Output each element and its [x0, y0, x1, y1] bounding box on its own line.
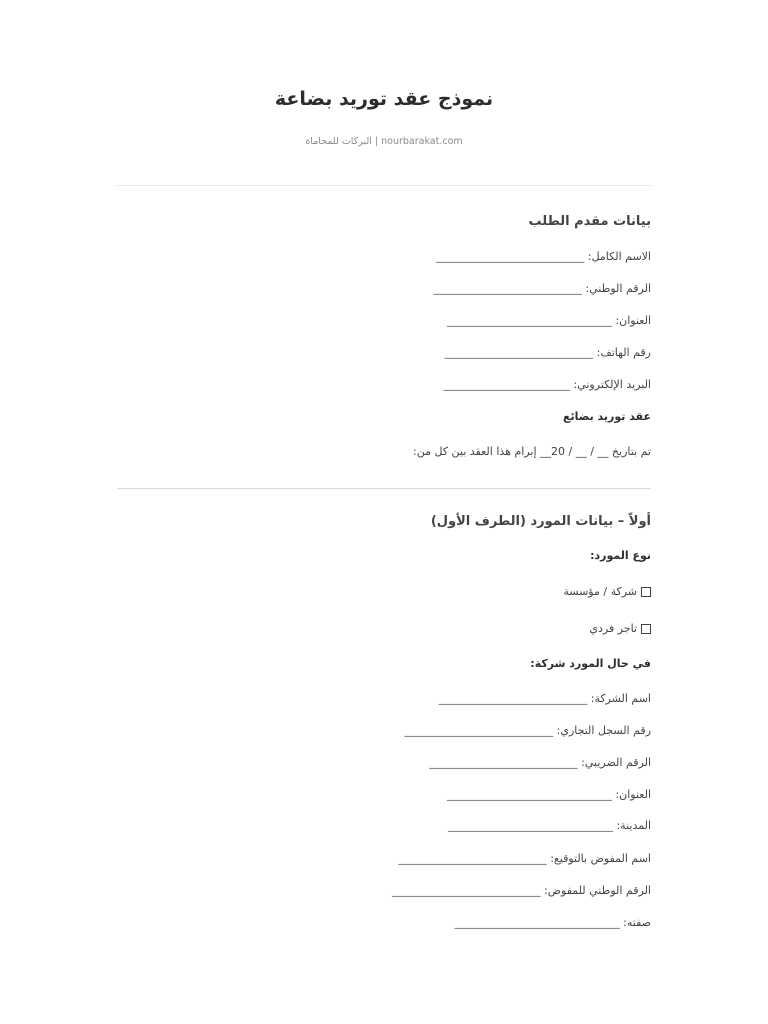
- applicant-heading: بيانات مقدم الطلب: [528, 214, 651, 229]
- field-label: الرقم الوطني:: [585, 282, 651, 295]
- applicant-field-phone: [445, 346, 651, 359]
- supplier-field-capacity: [455, 916, 651, 929]
- field-label: المدينة:: [616, 819, 651, 832]
- supplier-field-commercial-register: [405, 724, 651, 737]
- section-divider: [117, 185, 651, 186]
- field-label: العنوان:: [615, 788, 651, 801]
- field-label: الرقم الوطني للمفوض:: [544, 884, 651, 897]
- applicant-field-national-id: [433, 282, 651, 295]
- document-source: nourbarakat.com | البركات للمحاماة: [305, 136, 463, 147]
- option-label: شركة / مؤسسة: [563, 585, 637, 598]
- field-blank: ______________________________: [454, 916, 620, 929]
- field-label: رقم الهاتف:: [596, 346, 651, 359]
- supplier-type-individual-option[interactable]: [589, 622, 651, 635]
- document-page: [117, 0, 651, 1024]
- option-label: تاجر فردي: [589, 622, 637, 635]
- supplier-field-address: [447, 788, 651, 801]
- contract-heading: عقد توريد بضائع: [562, 410, 651, 423]
- checkbox[interactable]: [641, 587, 651, 597]
- field-blank: ___________________________: [435, 250, 585, 263]
- field-blank: ___________________________: [404, 724, 554, 737]
- field-blank: ______________________________: [447, 819, 613, 832]
- supplier-type-company-option[interactable]: [563, 585, 651, 598]
- supplier-field-tax-number: [429, 756, 651, 769]
- field-blank: ___________________________: [398, 852, 547, 865]
- field-blank: ___________________________: [392, 884, 541, 897]
- supplier-field-signatory-national-id: [392, 884, 651, 897]
- field-label: الرقم الضريبي:: [581, 756, 651, 769]
- applicant-field-email: [443, 378, 651, 391]
- section-divider: [117, 488, 651, 489]
- document-title: نموذج عقد توريد بضاعة: [274, 88, 494, 110]
- supplier-field-city: [448, 819, 651, 832]
- field-blank: ___________________________: [438, 692, 588, 705]
- field-label: البريد الإلكتروني:: [573, 378, 651, 391]
- field-label: اسم الشركة:: [590, 692, 651, 705]
- applicant-field-address: [447, 314, 651, 327]
- field-blank: ___________________________: [444, 346, 594, 359]
- field-blank: ___________________________: [429, 756, 578, 769]
- field-label: العنوان:: [615, 314, 651, 327]
- supplier-field-company-name: [439, 692, 651, 705]
- field-blank: _______________________: [443, 378, 570, 391]
- applicant-field-full-name: [436, 250, 651, 263]
- company-case-heading: في حال المورد شركة:: [530, 657, 651, 670]
- field-label: اسم المفوض بالتوقيع:: [550, 852, 651, 865]
- field-label: رقم السجل التجاري:: [556, 724, 651, 737]
- contract-intro: تم بتاريخ __ / __ / 20__ إبرام هذا العقد بين كل من:: [413, 445, 651, 458]
- field-label: صفته:: [623, 916, 651, 929]
- field-label: الاسم الكامل:: [587, 250, 651, 263]
- supplier-field-signatory-name: [398, 852, 651, 865]
- field-blank: ___________________________: [433, 282, 582, 295]
- field-blank: ______________________________: [446, 314, 612, 327]
- supplier-type-heading: نوع المورد:: [590, 549, 651, 562]
- checkbox[interactable]: [641, 624, 651, 634]
- field-blank: ______________________________: [446, 788, 612, 801]
- supplier-heading: أولاً – بيانات المورد (الطرف الأول): [430, 514, 651, 529]
